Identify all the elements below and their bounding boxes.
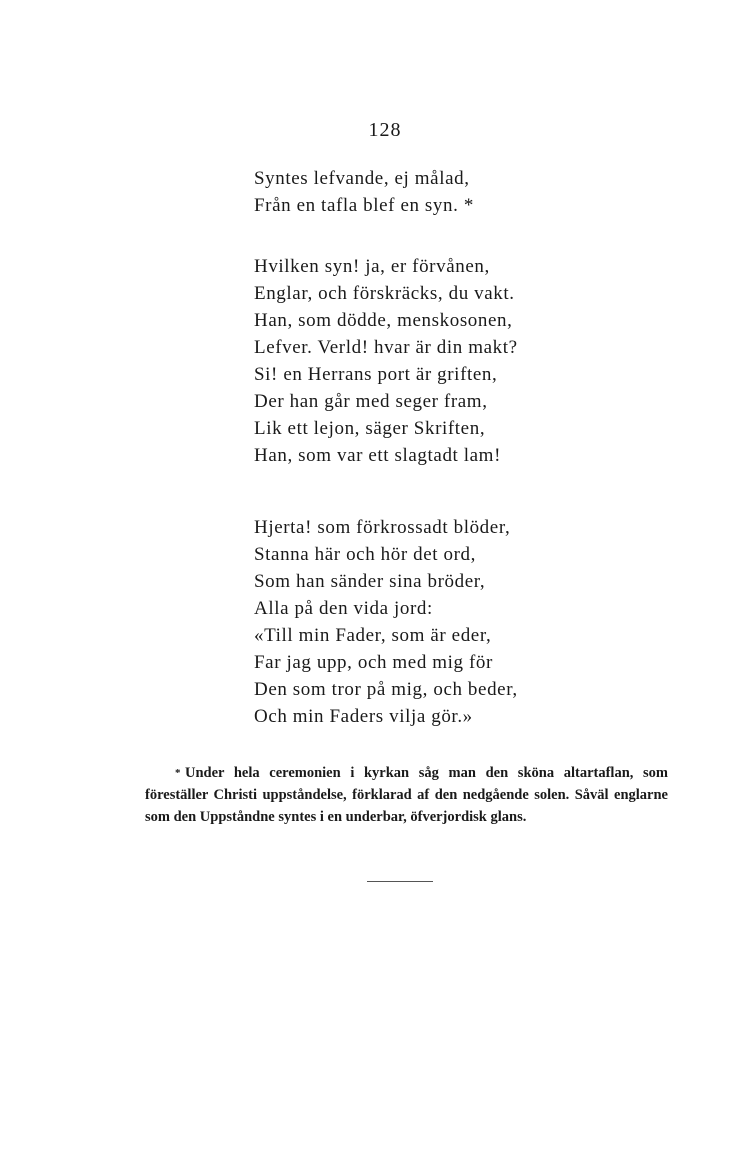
poem-line: «Till min Fader, som är eder, [254, 625, 492, 646]
footnote-marker: * [175, 767, 181, 779]
poem-line: Hjerta! som förkrossadt blöder, [254, 517, 511, 538]
poem-line: Syntes lefvande, ej målad, [254, 168, 470, 189]
end-rule [367, 881, 433, 882]
poem-line: Far jag upp, och med mig för [254, 652, 493, 673]
poem-line: Lik ett lejon, säger Skriften, [254, 418, 486, 439]
poem-line: Hvilken syn! ja, er förvånen, [254, 256, 490, 277]
poem-line: Alla på den vida jord: [254, 598, 433, 619]
stanza-1 [254, 165, 474, 219]
poem-line: Lefver. Verld! hvar är din makt? [254, 337, 518, 358]
poem-line: Från en tafla blef en syn. * [254, 195, 474, 216]
poem-line: Der han går med seger fram, [254, 391, 488, 412]
poem-line: Den som tror på mig, och beder, [254, 679, 518, 700]
poem-line: Stanna här och hör det ord, [254, 544, 476, 565]
poem-line: Han, som var ett slagtadt lam! [254, 445, 501, 466]
footnote-text: Under hela ceremonien i kyrkan såg man den sköna altartaflan, som föreställer Christi uppståndelse, förklarad af den nedgående solen. Såväl englarne som den Uppståndne syntes i en underbar, öfverjordisk glans. [145, 765, 668, 825]
footnote [145, 762, 668, 828]
stanza-3 [254, 514, 518, 730]
poem-line: Och min Faders vilja gör.» [254, 706, 473, 727]
stanza-2 [254, 253, 518, 469]
page-number: 128 [368, 119, 402, 141]
poem-line: Si! en Herrans port är griften, [254, 364, 498, 385]
poem-line: Han, som dödde, menskosonen, [254, 310, 513, 331]
poem-line: Som han sänder sina bröder, [254, 571, 486, 592]
poem-line: Englar, och förskräcks, du vakt. [254, 283, 515, 304]
